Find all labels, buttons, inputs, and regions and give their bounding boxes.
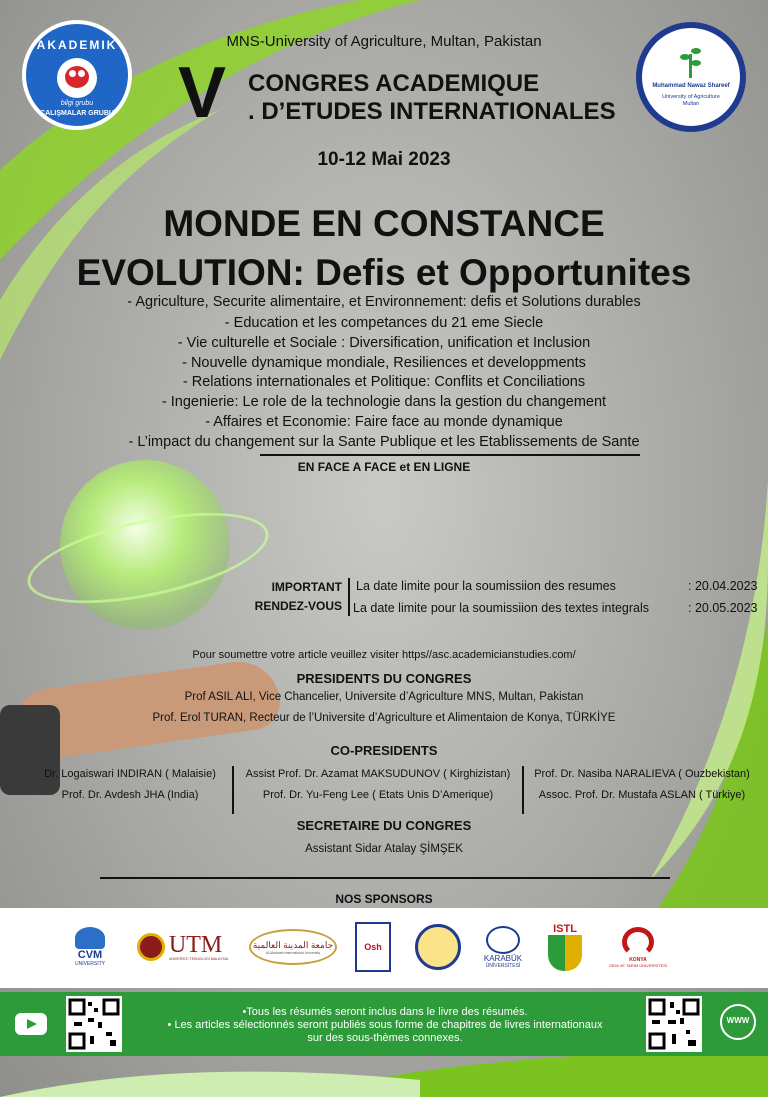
- topics-divider: [260, 454, 640, 456]
- main-title-line2: EVOLUTION: Defis et Opportunites: [76, 252, 692, 293]
- topic-item: - Agriculture, Securite alimentaire, et Environnement: defis et Solutions durables: [127, 294, 641, 310]
- qr-pattern-icon: [646, 996, 702, 1052]
- congress-title-line1: CONGRES ACADEMIQUE: [248, 70, 540, 97]
- topic-item: - Affaires et Economie: Faire face au monde dynamique: [205, 414, 563, 430]
- copresident-name: Assist Prof. Dr. Azamat MAKSUDUNOV ( Kirghizistan): [245, 768, 511, 780]
- sponsor-name: ISTL: [553, 923, 577, 935]
- copresident-col2: [236, 768, 520, 801]
- congress-dates: 10-12 Mai 2023: [317, 149, 451, 170]
- copresident-name: Assoc. Prof. Dr. Mustafa ASLAN ( Türkiye): [538, 789, 746, 801]
- mns-logo-bottom-text: University of Agriculture Multan: [662, 94, 720, 107]
- qr-code-right[interactable]: [646, 996, 702, 1052]
- university-line: MNS-University of Agriculture, Multan, Pakistan: [226, 33, 542, 50]
- copresident-col3: [526, 768, 758, 801]
- edition-number: V: [178, 53, 227, 133]
- sponsor-name: UTM: [168, 932, 223, 958]
- globe-illustration: [20, 440, 270, 660]
- copresidents-heading: CO-PRESIDENTS: [330, 743, 438, 758]
- sponsor-name: CVM: [77, 949, 103, 961]
- secretary-name: Assistant Sidar Atalay ŞİMŞEK: [305, 843, 463, 855]
- topic-item: - Relations internationales et Politique: Conflits et Conciliations: [182, 374, 586, 390]
- sponsor-logo-cvm: [60, 918, 120, 976]
- web-globe-icon[interactable]: [720, 1004, 756, 1040]
- web-label: WWW: [726, 1016, 750, 1025]
- president-line: Prof ASIL ALI, Vice Chancelier, Universite d’Agriculture MNS, Multan, Pakistan: [184, 691, 584, 703]
- sponsors-divider: [100, 877, 670, 879]
- topic-item: - Education et les competances du 21 eme Siecle: [224, 315, 544, 331]
- akademik-logo-text: AKADEMIK: [36, 38, 118, 52]
- sponsor-name: Osh: [364, 942, 382, 952]
- sponsor-name: KARABÜK: [483, 953, 523, 963]
- topic-item: - Ingenierie: Le role de la technologie dans la gestion du changement: [161, 394, 607, 410]
- copresident-name: Prof. Dr. Yu-Feng Lee ( Etats Unis D’Amerique): [262, 789, 494, 801]
- footer-notice-line: sur des sous-thèmes connexes.: [307, 1032, 463, 1044]
- copresidents-divider: [522, 766, 524, 814]
- youtube-icon[interactable]: [15, 1013, 47, 1035]
- copresident-name: Dr. Logaiswari INDIRAN ( Malaisie): [44, 768, 216, 780]
- footer-notice-line: • Les articles sélectionnés seront publiés sous forme de chapitres de livres internationaux: [167, 1019, 603, 1031]
- copresident-col1: [30, 768, 230, 801]
- deadline-fulltext: La date limite pour la soumissiion des textes integrals: [353, 601, 649, 615]
- qr-pattern-icon: [66, 996, 122, 1052]
- plant-icon: [680, 48, 702, 78]
- akademik-logo-bottom-text: ÇALIŞMALAR GRUBU: [40, 110, 114, 117]
- copresidents-divider: [232, 766, 234, 814]
- sponsor-sub: ÜNİVERSİTESİ: [485, 962, 521, 969]
- submission-link[interactable]: Pour soumettre votre article veuillez visiter https//asc.academicianstudies.com/: [192, 649, 576, 661]
- mns-logo-top-text: Muhammad Nawaz Shareef: [652, 83, 730, 89]
- presidents-heading: PRESIDENTS DU CONGRES: [296, 671, 472, 686]
- sponsor-sub: GIDA VE TARIM ÜNİVERSİTESİ: [608, 962, 668, 968]
- akademik-logo-inner-text: bilgi grubu: [60, 100, 94, 107]
- topic-item: - Nouvelle dynamique mondiale, Resiliences et developpments: [182, 355, 586, 371]
- sponsor-logo-istl: [540, 918, 590, 976]
- deadline-abstracts: La date limite pour la soumissiion des resumes: [356, 579, 616, 593]
- copresident-name: Prof. Dr. Avdesh JHA (India): [61, 789, 199, 801]
- congress-title-line2: . D’ETUDES INTERNATIONALES: [248, 98, 616, 125]
- sponsor-sub: UNIVERSITI TEKNOLOGI MALAYSIA: [168, 957, 229, 961]
- sponsor-logo-karabuk: [472, 918, 534, 976]
- topic-item: - Vie culturelle et Sociale : Diversification, unification et Inclusion: [177, 335, 591, 351]
- sponsor-logo-utm: [130, 918, 235, 976]
- sponsor-name: KONYA: [629, 956, 647, 963]
- congress-format: EN FACE A FACE et EN LIGNE: [297, 460, 471, 474]
- main-title-line1: MONDE EN CONSTANCE: [163, 203, 605, 244]
- copresident-name: Prof. Dr. Nasiba NARALIEVA ( Ouzbekistan): [534, 768, 750, 780]
- deadline-fulltext-date: : 20.05.2023: [688, 601, 758, 615]
- topic-item: - L’impact du changement sur la Sante Publique et les Etablissements de Sante: [128, 434, 640, 450]
- sponsors-heading: NOS SPONSORS: [335, 892, 433, 906]
- rendezvous-label: RENDEZ-VOUS: [254, 599, 342, 613]
- sponsor-sub: UNIVERSITY: [74, 961, 105, 967]
- owl-icon: [57, 58, 97, 98]
- important-divider: [348, 578, 350, 616]
- qr-code-left[interactable]: [66, 996, 122, 1052]
- sponsor-logo-osh: [352, 918, 394, 976]
- important-label: IMPORTANT: [271, 580, 342, 594]
- sponsor-logo-kyrgyz: [412, 918, 464, 976]
- sponsor-logo-mediu: [248, 918, 338, 976]
- deadline-abstracts-date: : 20.04.2023: [688, 579, 758, 593]
- sponsor-name: جامعة المدينة العالمية: [252, 939, 334, 950]
- footer-notice: [130, 1006, 640, 1045]
- sponsor-logo-konya: [608, 918, 668, 976]
- secretary-heading: SECRETAIRE DU CONGRES: [296, 818, 472, 833]
- president-line: Prof. Erol TURAN, Recteur de l’Universite d’Agriculture et Alimentaion de Konya, TÜRKİYE: [152, 712, 616, 724]
- sponsor-sub: Al-Madinah International University: [265, 950, 321, 955]
- footer-notice-line: •Tous les résumés seront inclus dans le livre des résumés.: [242, 1006, 528, 1018]
- congress-title: [248, 70, 616, 126]
